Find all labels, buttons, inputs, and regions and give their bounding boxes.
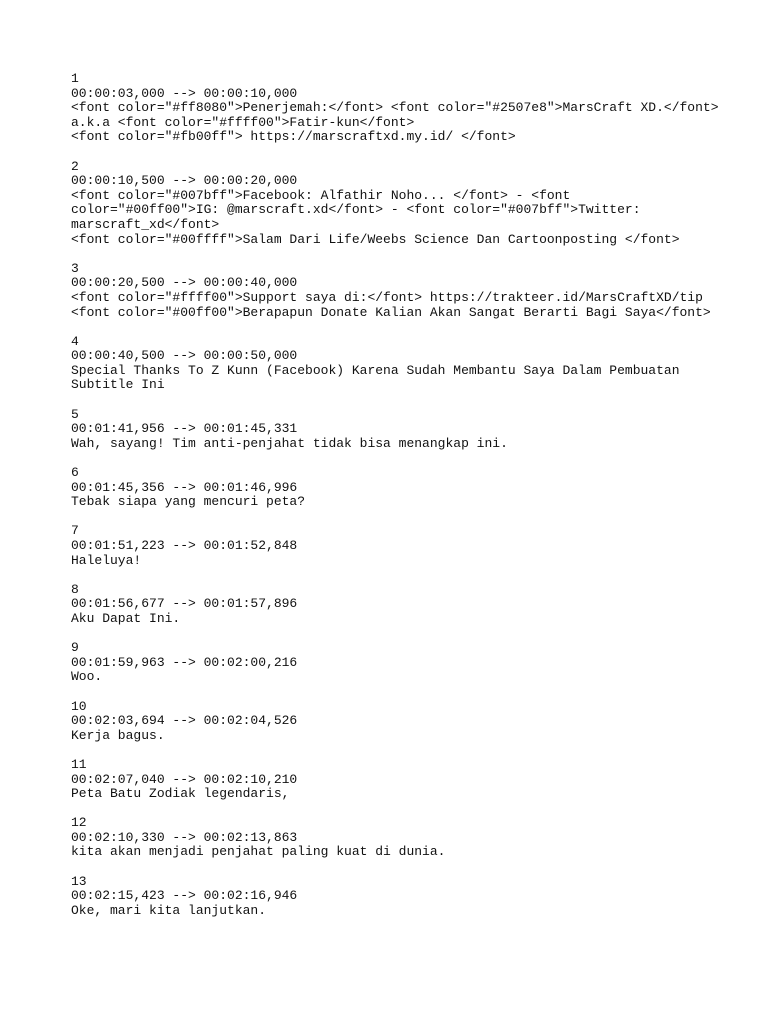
entry-text-line: <font color="#fb00ff"> https://marscraftxd.my.id/ </font>: [71, 129, 516, 145]
entry-text-line: <font color="#00ffff">Salam Dari Life/Weebs Science Dan Cartoonposting </font>: [71, 231, 680, 247]
entry-timestamp: 00:02:03,694 --> 00:02:04,526: [71, 713, 298, 729]
subtitle-entry: [71, 466, 731, 510]
entry-text-line: <font color="#00ff00">Berapapun Donate Kalian Akan Sangat Berarti Bagi Saya</font>: [71, 304, 711, 320]
subtitle-entry: [71, 700, 731, 744]
subtitle-entry: [71, 816, 731, 860]
entry-index: 10: [71, 698, 87, 714]
entry-timestamp: 00:01:56,677 --> 00:01:57,896: [71, 596, 298, 612]
entry-index: 8: [71, 581, 79, 597]
entry-timestamp: 00:00:20,500 --> 00:00:40,000: [71, 275, 298, 291]
entry-text-line: <font color="#ffff00">Support saya di:</font> https://trakteer.id/MarsCraftXD/tip: [71, 289, 703, 305]
subtitle-entry: [71, 72, 731, 145]
entry-text-line: kita akan menjadi penjahat paling kuat di dunia.: [71, 844, 446, 860]
subtitle-entry: [71, 408, 731, 452]
entry-index: 1: [71, 71, 79, 86]
entry-timestamp: 00:00:03,000 --> 00:00:10,000: [71, 85, 298, 101]
entry-index: 11: [71, 756, 87, 772]
entry-index: 7: [71, 523, 79, 539]
entry-index: 4: [71, 333, 79, 349]
entry-index: 5: [71, 406, 79, 422]
entry-timestamp: 00:01:59,963 --> 00:02:00,216: [71, 654, 298, 670]
entry-text-line: Woo.: [71, 669, 103, 685]
subtitle-entries: [71, 72, 731, 933]
entry-index: 2: [71, 158, 79, 174]
entry-index: 12: [71, 815, 87, 831]
entry-text-line: Oke, mari kita lanjutkan.: [71, 902, 267, 918]
entry-timestamp: 00:00:10,500 --> 00:00:20,000: [71, 173, 298, 189]
entry-timestamp: 00:01:51,223 --> 00:01:52,848: [71, 538, 298, 553]
subtitle-entry: [71, 875, 731, 919]
entry-text-line: <font color="#007bff">Facebook: Alfathir Noho... </font> - <font: [71, 187, 571, 203]
entry-timestamp: 00:00:40,500 --> 00:00:50,000: [71, 348, 298, 364]
entry-index: 6: [71, 465, 79, 481]
subtitle-entry: [71, 335, 731, 393]
entry-timestamp: 00:02:15,423 --> 00:02:16,946: [71, 888, 298, 904]
entry-text-line: Kerja bagus.: [71, 727, 165, 743]
entry-text-line: <font color="#ff8080">Penerjemah:</font> <font color="#2507e8">MarsCraft XD.</font>: [71, 100, 719, 116]
entry-timestamp: 00:01:41,956 --> 00:01:45,331: [71, 421, 298, 437]
entry-text-line: Aku Dapat Ini.: [71, 610, 181, 626]
subtitle-entry: [71, 583, 731, 627]
entry-text-line: Tebak siapa yang mencuri peta?: [71, 494, 306, 510]
subtitle-entry: [71, 160, 731, 248]
entry-text-line: a.k.a <font color="#ffff00">Fatir-kun</font>: [71, 114, 415, 130]
entry-timestamp: 00:02:07,040 --> 00:02:10,210: [71, 771, 298, 787]
entry-text-line: Peta Batu Zodiak legendaris,: [71, 786, 290, 802]
entry-index: 3: [71, 260, 79, 276]
subtitle-entry: [71, 524, 731, 568]
entry-text-line: color="#00ff00">IG: @marscraft.xd</font> - <font color="#007bff">Twitter:: [71, 202, 641, 218]
entry-timestamp: 00:02:10,330 --> 00:02:13,863: [71, 829, 298, 845]
entry-text-line: Special Thanks To Z Kunn (Facebook) Karena Sudah Membantu Saya Dalam Pembuatan: [71, 362, 680, 378]
entry-index: 13: [71, 873, 87, 889]
entry-text-line: marscraft_xd</font>: [71, 216, 220, 232]
entry-text-line: Wah, sayang! Tim anti-penjahat tidak bisa menangkap ini.: [71, 435, 508, 451]
subtitle-entry: [71, 262, 731, 320]
subtitle-entry: [71, 758, 731, 802]
entry-text-line: Haleluya!: [71, 552, 142, 568]
entry-timestamp: 00:01:45,356 --> 00:01:46,996: [71, 479, 298, 495]
entry-text-line: Subtitle Ini: [71, 377, 165, 393]
subtitle-entry: [71, 641, 731, 685]
entry-index: 9: [71, 640, 79, 656]
